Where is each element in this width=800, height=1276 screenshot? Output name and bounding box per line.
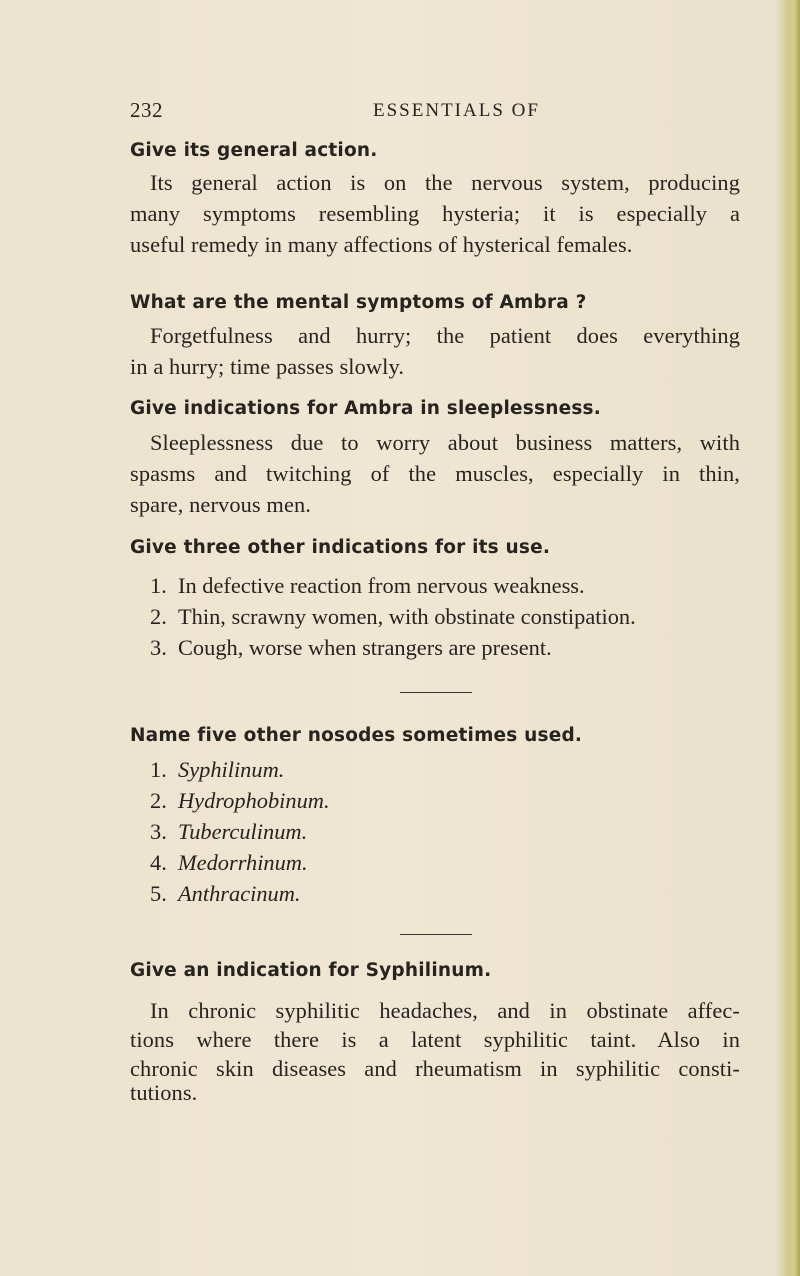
list-item	[130, 847, 750, 878]
page-header	[130, 98, 740, 126]
list-item	[130, 816, 750, 847]
list-number: 5.	[150, 881, 167, 906]
list-item	[130, 570, 750, 601]
answer-sleeplessness	[130, 427, 740, 520]
list-text: Tuberculinum.	[178, 819, 308, 844]
list-item	[130, 878, 750, 909]
list-text: Medorrhinum.	[178, 850, 308, 875]
list-item	[130, 785, 750, 816]
question-five-nosodes: Name five other nosodes sometimes used.	[130, 725, 583, 746]
list-number: 1.	[150, 573, 167, 598]
list-number: 2.	[150, 788, 167, 813]
list-text: Thin, scrawny women, with obstinate constipation.	[178, 604, 636, 629]
answer-line: tions where there is a latent syphilitic taint. Also in	[130, 1027, 740, 1052]
answer-line: In chronic syphilitic headaches, and in obstinate affec-	[150, 998, 740, 1023]
running-head: ESSENTIALS OF	[373, 100, 540, 121]
page-number: 232	[130, 98, 163, 122]
question-general-action: Give its general action.	[130, 140, 378, 161]
answer-line: Its general action is on the nervous system, producing	[150, 170, 740, 195]
list-text: Anthracinum.	[178, 881, 301, 906]
answer-line: tutions.	[130, 1080, 198, 1105]
question-sleeplessness: Give indications for Ambra in sleeplessness.	[130, 398, 601, 419]
list-text: Hydrophobinum.	[178, 788, 330, 813]
answer-line: in a hurry; time passes slowly.	[130, 354, 405, 379]
question-syphilinum: Give an indication for Syphilinum.	[130, 960, 492, 981]
list-text: Syphilinum.	[178, 757, 285, 782]
answer-line: Forgetfulness and hurry; the patient does everything	[150, 323, 740, 348]
answer-general-action	[130, 167, 740, 260]
answer-syphilinum	[130, 996, 740, 1103]
list-number: 3.	[150, 635, 167, 660]
answer-mental-symptoms	[130, 320, 740, 382]
list-item	[130, 754, 750, 785]
three-indications-list	[130, 570, 750, 663]
list-number: 1.	[150, 757, 167, 782]
nosodes-list	[130, 754, 750, 909]
list-item	[130, 601, 750, 632]
list-item	[130, 632, 750, 663]
answer-line: useful remedy in many affections of hysterical females.	[130, 232, 633, 257]
list-text: Cough, worse when strangers are present.	[178, 635, 552, 660]
answer-line: Sleeplessness due to worry about business matters, with	[150, 430, 740, 455]
section-divider	[400, 934, 472, 935]
answer-line: spasms and twitching of the muscles, especially in thin,	[130, 461, 740, 486]
section-divider	[400, 692, 472, 693]
answer-line: chronic skin diseases and rheumatism in syphilitic consti-	[130, 1056, 740, 1081]
list-text: In defective reaction from nervous weakness.	[178, 573, 585, 598]
answer-line: many symptoms resembling hysteria; it is especially a	[130, 201, 740, 226]
question-three-indications: Give three other indications for its use.	[130, 537, 551, 558]
page-edge	[786, 0, 800, 1276]
answer-line: spare, nervous men.	[130, 492, 311, 517]
list-number: 3.	[150, 819, 167, 844]
list-number: 2.	[150, 604, 167, 629]
question-mental-symptoms: What are the mental symptoms of Ambra ?	[130, 292, 587, 313]
list-number: 4.	[150, 850, 167, 875]
